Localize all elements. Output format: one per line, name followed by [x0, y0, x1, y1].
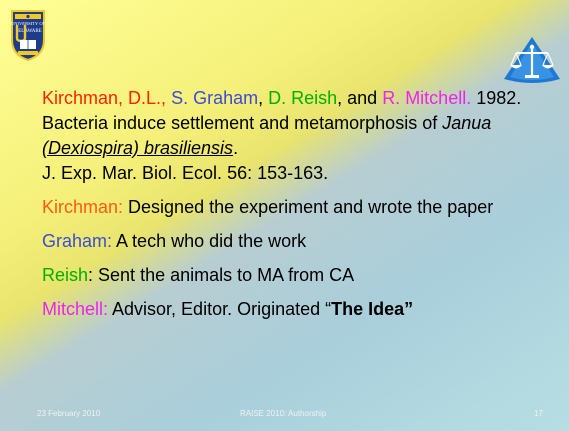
- role-graham: [42, 229, 557, 254]
- role-text-graham: A tech who did the work: [112, 231, 307, 251]
- logo-text-line1: UNIVERSITY OF: [10, 21, 46, 26]
- citation-author-mitchell: R. Mitchell.: [382, 88, 472, 108]
- citation-separator: , and: [337, 88, 383, 108]
- role-emphasis-the-idea: The Idea”: [331, 299, 414, 319]
- role-text-mitchell: Advisor, Editor. Originated “: [108, 299, 332, 319]
- citation-journal: J. Exp. Mar. Biol. Ecol. 56: 153-163.: [42, 163, 329, 183]
- role-text-kirchman: Designed the experiment and wrote the paper: [123, 197, 494, 217]
- citation-genus: Janua: [442, 113, 492, 133]
- footer-title: RAISE 2010: Authorship: [240, 409, 327, 418]
- slide-body: [42, 86, 557, 331]
- citation-author-kirchman: Kirchman, D.L.,: [42, 88, 167, 108]
- role-name-graham: Graham:: [42, 231, 113, 251]
- citation-species: (Dexiospira) brasiliensis: [42, 138, 234, 158]
- citation-paragraph: [42, 86, 557, 186]
- role-name-mitchell: Mitchell:: [42, 299, 109, 319]
- citation-author-graham: S. Graham: [171, 88, 259, 108]
- role-text-reish: : Sent the animals to MA from CA: [88, 265, 355, 285]
- role-reish: [42, 263, 557, 288]
- role-name-reish: Reish: [42, 265, 89, 285]
- role-name-kirchman: Kirchman:: [42, 197, 124, 217]
- university-of-delaware-shield-icon: [9, 8, 47, 62]
- role-mitchell: [42, 297, 557, 322]
- citation-author-reish: D. Reish: [268, 88, 338, 108]
- role-kirchman: [42, 195, 557, 220]
- logo-text-line2: ELAWARE: [18, 29, 42, 34]
- scales-of-justice-icon: [502, 35, 562, 85]
- footer-date: 23 February 2010: [37, 409, 101, 418]
- citation-title: 1982. Bacteria induce settlement and metamorphosis of: [42, 88, 522, 133]
- citation-separator: ,: [258, 88, 269, 108]
- citation-period: .: [233, 138, 239, 158]
- footer-page-number: 17: [534, 409, 543, 418]
